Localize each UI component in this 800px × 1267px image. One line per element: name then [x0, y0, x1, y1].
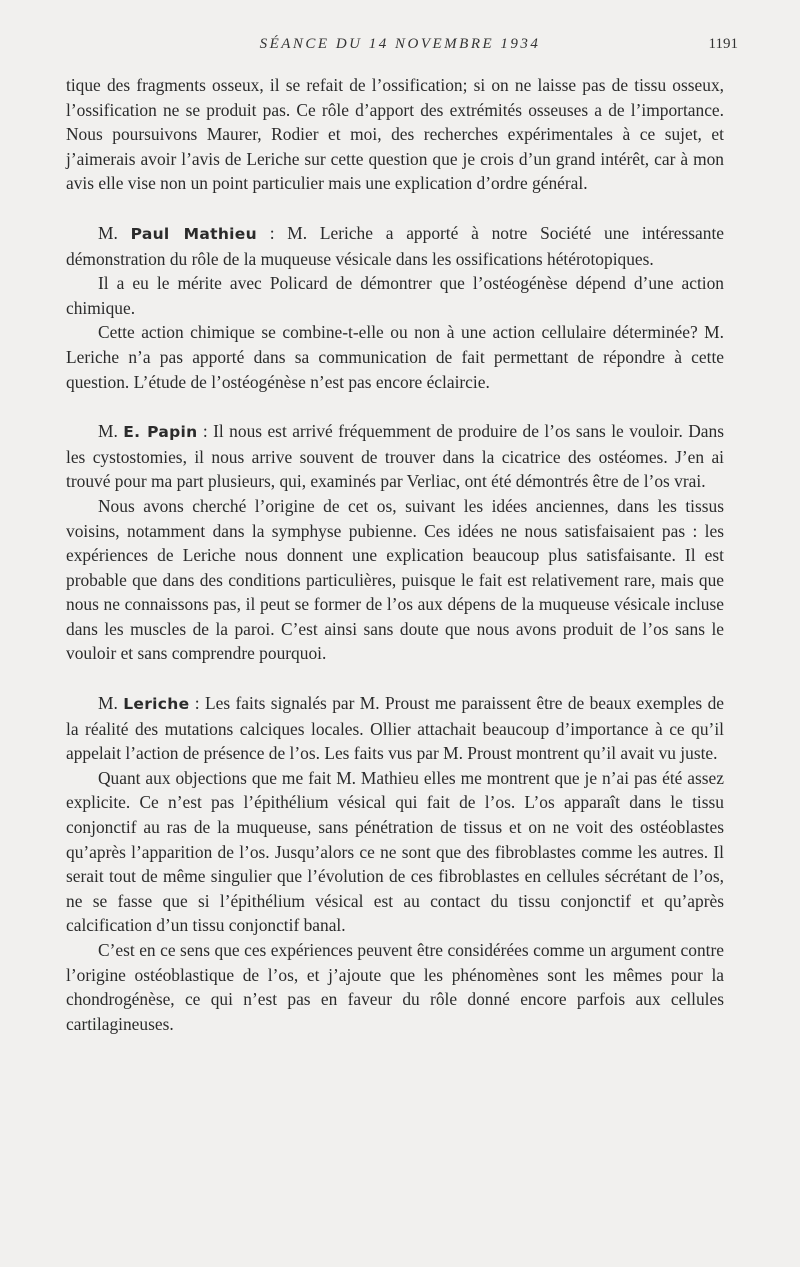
paragraph	[66, 320, 724, 394]
body-text	[66, 73, 724, 1036]
speaker-prefix: M.	[98, 693, 124, 714]
page-number: 1191	[708, 36, 738, 52]
paragraph-continued	[66, 73, 724, 196]
paragraph	[66, 271, 724, 320]
running-header	[0, 36, 800, 58]
speaker-prefix: M.	[98, 421, 124, 442]
paragraph-text: Cette action chimique se combine-t-elle ou non à une action cellulaire déterminée? M. Leriche n’a pas apporté dans sa communication de fait permettant de répondre à cette question. L’étude de l’ostéogénèse n’est pas encore éclaircie.	[66, 322, 724, 392]
paragraph	[66, 938, 724, 1036]
paragraph-text: Il a eu le mérite avec Policard de démontrer que l’ostéogénèse dépend d’une action chimique.	[66, 273, 724, 318]
paragraph	[66, 494, 724, 666]
paragraph-text: : M. Leriche a apporté à notre Société une intéressante démonstration du rôle de la muqueuse vésicale dans les ossifications hétérotopiques.	[66, 222, 724, 269]
speaker-name: Leriche	[123, 695, 190, 714]
paragraph-text: tique des fragments osseux, il se refait de l’ossification; si on ne laisse pas de tissu osseux, l’ossification ne se produit pas. Ce rôle d’apport des extrémités osseuses a de l’importance. Nous poursuivons Maurer, Rodier et moi, des recherches expérimentales à ce sujet, et j’aimerais avoir l’avis de Leriche sur cette question que je crois d’un grand intérêt, car à mon avis elle vise non un point particulier mais une explication d’ordre général.	[66, 75, 724, 194]
paragraph-text: Nous avons cherché l’origine de cet os, suivant les idées anciennes, dans les tissus voisins, notamment dans la symphyse pubienne. Ces idées ne nous satisfaisaient pas : les expériences de Leriche nous donnent une explication beaucoup plus satisfaisante. Il est probable que dans des conditions particulières, puisque le fait est relativement rare, mais que nous ne connaissons pas, il peut se former de l’os aux dépens de la muqueuse vésicale incluse dans les muscles de la paroi. C’est ainsi sans doute que nous avons produit de l’os sans le vouloir et sans comprendre pourquoi.	[66, 495, 724, 664]
paragraph-text: : Il nous est arrivé fréquemment de produire de l’os sans le vouloir. Dans les cystostomies, il nous arrive souvent de trouver dans la cicatrice des ostéomes. J’en ai trouvé pour ma part plusieurs, qui, examinés par Verliac, ont été démontrés être de l’os vrai.	[66, 421, 724, 492]
paragraph-text: C’est en ce sens que ces expériences peuvent être considérées comme un argument contre l’origine ostéoblastique de l’os, et j’ajoute que les phénomènes sont les mêmes pour la chondrogénèse, ce qui n’est pas en faveur du rôle donné encore parfois aux cellules cartilagineuses.	[66, 940, 724, 1034]
speaker-name: E. Papin	[123, 423, 198, 442]
speaker-prefix: M.	[98, 222, 131, 243]
paragraph-papin	[66, 419, 724, 494]
running-title: SÉANCE DU 14 NOVEMBRE 1934	[259, 36, 541, 52]
paragraph-text: Quant aux objections que me fait M. Mathieu elles me montrent que je n’ai pas été assez explicite. Ce n’est pas l’épithélium vésical qui fait de l’os. L’os apparaît dans le tissu conjonctif au ras de la muqueuse, sans pénétration de tissus et on ne voit des ostéoblastes qu’après l’apparition de l’os. Jusqu’alors ce ne sont que des fibroblastes comme les autres. Il serait tout de même singulier que l’évolution de ces fibroblastes en cellules sécrétant de l’os, ne se fasse que si l’épithélium vésical est au contact du tissu conjonctif et qu’après calcification d’un tissu conjonctif banal.	[66, 767, 724, 936]
paragraph-leriche	[66, 691, 724, 766]
paragraph	[66, 766, 724, 938]
speaker-name: Paul Mathieu	[130, 224, 257, 243]
paragraph-mathieu	[66, 221, 724, 271]
paragraph-text: : Les faits signalés par M. Proust me paraissent être de beaux exemples de la réalité des mutations calciques locales. Ollier attachait beaucoup d’importance à ce qu’il appelait l’action de présence de l’os. Les faits vus par M. Proust montrent qu’il avait vu juste.	[66, 693, 724, 764]
